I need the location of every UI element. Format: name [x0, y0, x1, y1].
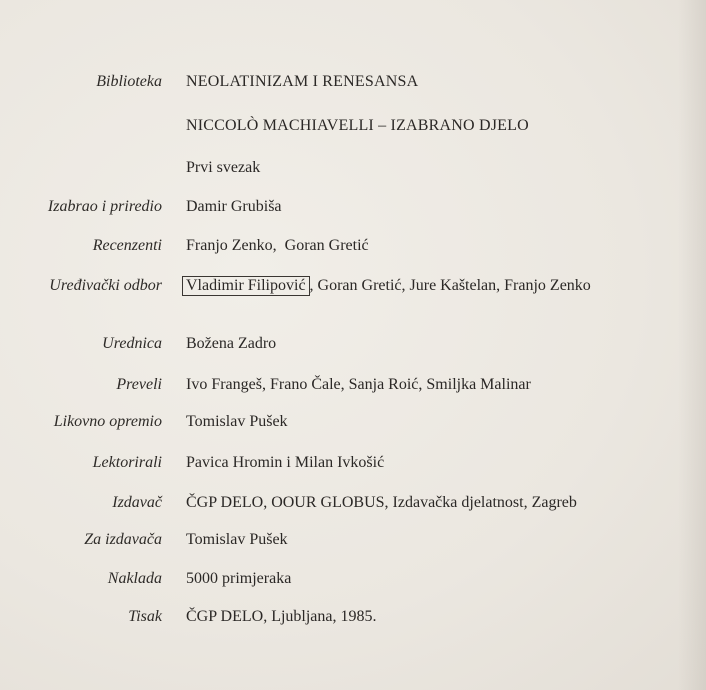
- value-izdavac: ČGP DELO, OOUR GLOBUS, Izdavačka djelatnost, Zagreb: [186, 494, 577, 511]
- label-likovno: Likovno opremio: [53, 413, 162, 430]
- label-naklada: Naklada: [107, 570, 162, 587]
- row-za-izdavaca: [0, 530, 706, 554]
- value-edition-title: NICCOLÒ MACHIAVELLI – IZABRANO DJELO: [186, 117, 529, 134]
- row-recenzenti: [0, 236, 706, 260]
- row-biblioteka: [0, 72, 706, 96]
- row-izdavac: [0, 493, 706, 517]
- row-volume: [0, 158, 706, 182]
- label-uredivacki-odbor: Uređivački odbor: [49, 277, 162, 294]
- value-lektorirali: Pavica Hromin i Milan Ivkošić: [186, 454, 385, 471]
- value-za-izdavaca: Tomislav Pušek: [186, 531, 288, 548]
- value-preveli: Ivo Frangeš, Frano Čale, Sanja Roić, Smiljka Malinar: [186, 376, 531, 393]
- row-edition-title: [0, 116, 706, 140]
- row-likovno: [0, 412, 706, 436]
- value-tisak: ČGP DELO, Ljubljana, 1985.: [186, 608, 377, 625]
- label-recenzenti: Recenzenti: [92, 237, 162, 254]
- value-izabrao: Damir Grubiša: [186, 198, 282, 215]
- label-izabrao: Izabrao i priredio: [47, 198, 162, 215]
- label-tisak: Tisak: [128, 608, 162, 625]
- row-lektorirali: [0, 453, 706, 477]
- row-naklada: [0, 569, 706, 593]
- value-naklada: 5000 primjeraka: [186, 570, 292, 587]
- value-urednica: Božena Zadro: [186, 335, 277, 352]
- label-preveli: Preveli: [116, 376, 162, 393]
- label-lektorirali: Lektorirali: [92, 454, 162, 471]
- label-urednica: Urednica: [102, 335, 162, 352]
- label-izdavac: Izdavač: [112, 494, 162, 511]
- label-biblioteka: Biblioteka: [96, 73, 162, 90]
- row-uredivacki-odbor: [0, 276, 706, 300]
- label-za-izdavaca: Za izdavača: [84, 531, 162, 548]
- value-likovno: Tomislav Pušek: [186, 413, 288, 430]
- value-biblioteka: NEOLATINIZAM I RENESANSA: [186, 73, 419, 90]
- row-izabrao: [0, 197, 706, 221]
- value-volume: Prvi svezak: [186, 159, 261, 176]
- remaining-names: , Goran Gretić, Jure Kaštelan, Franjo Zenko: [309, 277, 591, 294]
- value-uredivacki-odbor: [186, 276, 591, 296]
- row-preveli: [0, 375, 706, 399]
- row-urednica: [0, 334, 706, 358]
- highlighted-name-box: Vladimir Filipović: [182, 276, 310, 296]
- row-tisak: [0, 607, 706, 631]
- value-recenzenti: Franjo Zenko, Goran Gretić: [186, 237, 369, 254]
